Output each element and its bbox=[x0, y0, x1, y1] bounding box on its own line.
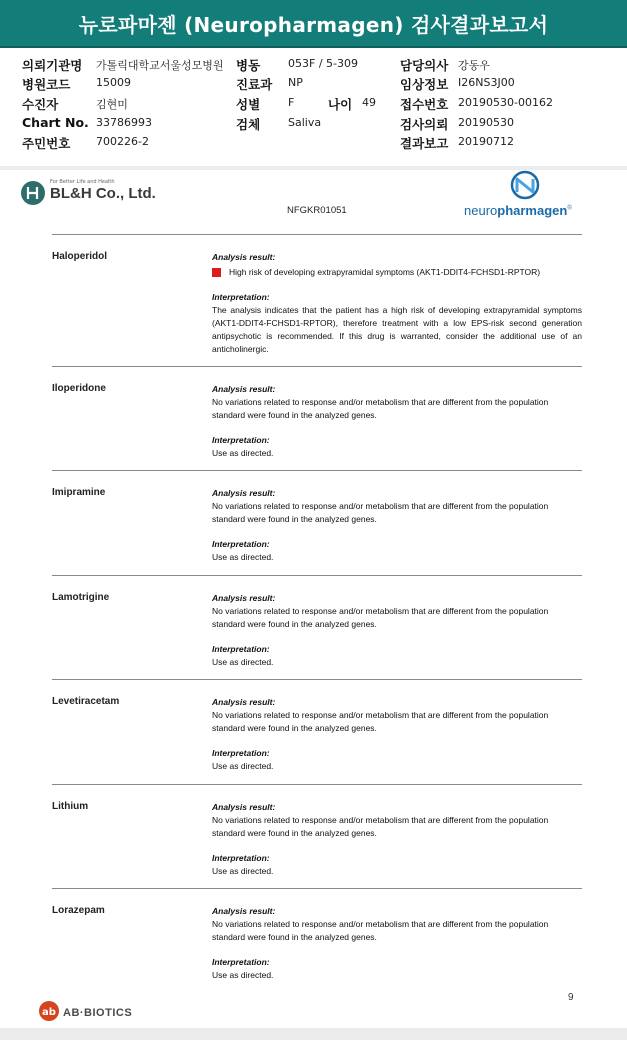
risk-text: High risk of developing extrapyramidal symptoms (AKT1-DDIT4-FCHSD1-RPTOR) bbox=[229, 267, 541, 277]
drug-row bbox=[52, 784, 582, 888]
institution-value: 가톨릭대학교서울성모병원 bbox=[96, 59, 224, 72]
drug-name: Levetiracetam bbox=[52, 696, 120, 707]
high-risk-marker-icon bbox=[212, 268, 221, 277]
blh-tagline: For Better Life and Health bbox=[50, 179, 115, 185]
drug-name: Haloperidol bbox=[52, 251, 108, 262]
drug-row bbox=[52, 888, 582, 992]
neuropharmagen-wordmark bbox=[464, 203, 572, 218]
analysis-result-text: No variations related to response and/or metabolism that are different from the population standard were found in the analyzed genes. bbox=[212, 397, 549, 420]
blh-company-name: BL&H Co., Ltd. bbox=[50, 185, 156, 202]
analysis-result-text: No variations related to response and/or metabolism that are different from the population standard were found in the analyzed genes. bbox=[212, 815, 549, 838]
interpretation-label: Interpretation: bbox=[212, 853, 270, 863]
department-label: 진료과 bbox=[236, 77, 273, 92]
doctor-value: 강동우 bbox=[458, 59, 490, 72]
interpretation-label: Interpretation: bbox=[212, 292, 270, 302]
test-request-value: 20190530 bbox=[458, 116, 514, 129]
drug-details bbox=[212, 905, 582, 982]
recipient-label: 수진자 bbox=[22, 97, 59, 112]
analysis-result-label: Analysis result: bbox=[212, 697, 276, 707]
analysis-result-label: Analysis result: bbox=[212, 906, 276, 916]
drug-row bbox=[52, 366, 582, 470]
accession-label: 접수번호 bbox=[400, 97, 449, 112]
recipient-value: 김현미 bbox=[96, 98, 128, 111]
drug-name: Imipramine bbox=[52, 487, 106, 498]
analysis-result-label: Analysis result: bbox=[212, 252, 276, 262]
sex-value: F bbox=[288, 96, 295, 109]
np-registered: ® bbox=[567, 205, 572, 212]
drug-list bbox=[52, 234, 582, 992]
interpretation-label: Interpretation: bbox=[212, 539, 270, 549]
result-report-value: 20190712 bbox=[458, 135, 514, 148]
analysis-result-label: Analysis result: bbox=[212, 802, 276, 812]
page-number: 9 bbox=[568, 992, 574, 1003]
drug-details bbox=[212, 487, 582, 564]
drug-name: Lorazepam bbox=[52, 905, 105, 916]
patient-info-panel bbox=[0, 48, 627, 166]
clinical-info-label: 임상정보 bbox=[400, 77, 449, 92]
drug-row bbox=[52, 234, 582, 366]
interpretation-text: Use as directed. bbox=[212, 761, 274, 771]
interpretation-text: Use as directed. bbox=[212, 448, 274, 458]
np-suffix: pharmagen bbox=[497, 203, 568, 218]
interpretation-text: Use as directed. bbox=[212, 866, 274, 876]
sex-label: 성별 bbox=[236, 97, 261, 112]
analysis-result-text: No variations related to response and/or metabolism that are different from the population standard were found in the analyzed genes. bbox=[212, 606, 549, 629]
ward-value: 053F / 5-309 bbox=[288, 57, 358, 70]
interpretation-label: Interpretation: bbox=[212, 748, 270, 758]
age-value: 49 bbox=[362, 96, 376, 109]
interpretation-label: Interpretation: bbox=[212, 957, 270, 967]
chart-value: 33786993 bbox=[96, 116, 152, 129]
drug-row bbox=[52, 679, 582, 784]
drug-details bbox=[212, 696, 582, 773]
hospital-code-value: 15009 bbox=[96, 76, 131, 89]
specimen-label: 검체 bbox=[236, 117, 261, 132]
clinical-info-value: I26NS3J00 bbox=[458, 76, 515, 89]
resident-label: 주민번호 bbox=[22, 136, 71, 151]
interpretation-label: Interpretation: bbox=[212, 435, 270, 445]
interpretation-text: Use as directed. bbox=[212, 552, 274, 562]
specimen-value: Saliva bbox=[288, 116, 322, 129]
drug-details bbox=[212, 801, 582, 878]
report-page bbox=[0, 170, 627, 1028]
drug-name: Lamotrigine bbox=[52, 592, 110, 603]
svg-text:ab: ab bbox=[42, 1007, 56, 1018]
accession-value: 20190530-00162 bbox=[458, 96, 553, 109]
interpretation-label: Interpretation: bbox=[212, 644, 270, 654]
drug-name: Lithium bbox=[52, 801, 89, 812]
analysis-result-text: No variations related to response and/or metabolism that are different from the population standard were found in the analyzed genes. bbox=[212, 919, 549, 942]
interpretation-text: Use as directed. bbox=[212, 657, 274, 667]
test-request-label: 검사의뢰 bbox=[400, 117, 449, 132]
drug-name: Iloperidone bbox=[52, 383, 106, 394]
risk-flag bbox=[212, 266, 582, 279]
interpretation-text: Use as directed. bbox=[212, 970, 274, 980]
interpretation-text: The analysis indicates that the patient has a high risk of developing extrapyramidal symptoms (AKT1-DDIT4-FCHSD1-RPTOR), therefore treatment with a low EPS-risk second generation antipsychotic is recommended. If this drug is warranted, consider the additional use of an anticholinergic. bbox=[212, 305, 582, 354]
drug-details bbox=[212, 251, 582, 356]
np-prefix: neuro bbox=[464, 203, 498, 218]
doctor-label: 담당의사 bbox=[400, 58, 449, 73]
result-report-label: 결과보고 bbox=[400, 136, 449, 151]
analysis-result-label: Analysis result: bbox=[212, 488, 276, 498]
report-code: NFGKR01051 bbox=[287, 205, 347, 216]
report-title: 뉴로파마젠 (Neuropharmagen) 검사결과보고서 bbox=[0, 0, 627, 48]
institution-label: 의뢰기관명 bbox=[22, 58, 83, 73]
drug-details bbox=[212, 592, 582, 669]
resident-value: 700226-2 bbox=[96, 135, 149, 148]
analysis-result-label: Analysis result: bbox=[212, 593, 276, 603]
analysis-result-label: Analysis result: bbox=[212, 384, 276, 394]
drug-row bbox=[52, 470, 582, 575]
hospital-code-label: 병원코드 bbox=[22, 77, 71, 92]
analysis-result-text: No variations related to response and/or metabolism that are different from the population standard were found in the analyzed genes. bbox=[212, 710, 549, 733]
chart-label: Chart No. bbox=[22, 115, 89, 130]
analysis-result-text: No variations related to response and/or metabolism that are different from the population standard were found in the analyzed genes. bbox=[212, 501, 549, 524]
drug-details bbox=[212, 383, 582, 460]
department-value: NP bbox=[288, 76, 303, 89]
ward-label: 병동 bbox=[236, 58, 261, 73]
age-label: 나이 bbox=[328, 97, 353, 112]
drug-row bbox=[52, 575, 582, 679]
ab-biotics-logo bbox=[38, 1000, 60, 1022]
ab-biotics-name: AB·BIOTICS bbox=[63, 1007, 133, 1019]
